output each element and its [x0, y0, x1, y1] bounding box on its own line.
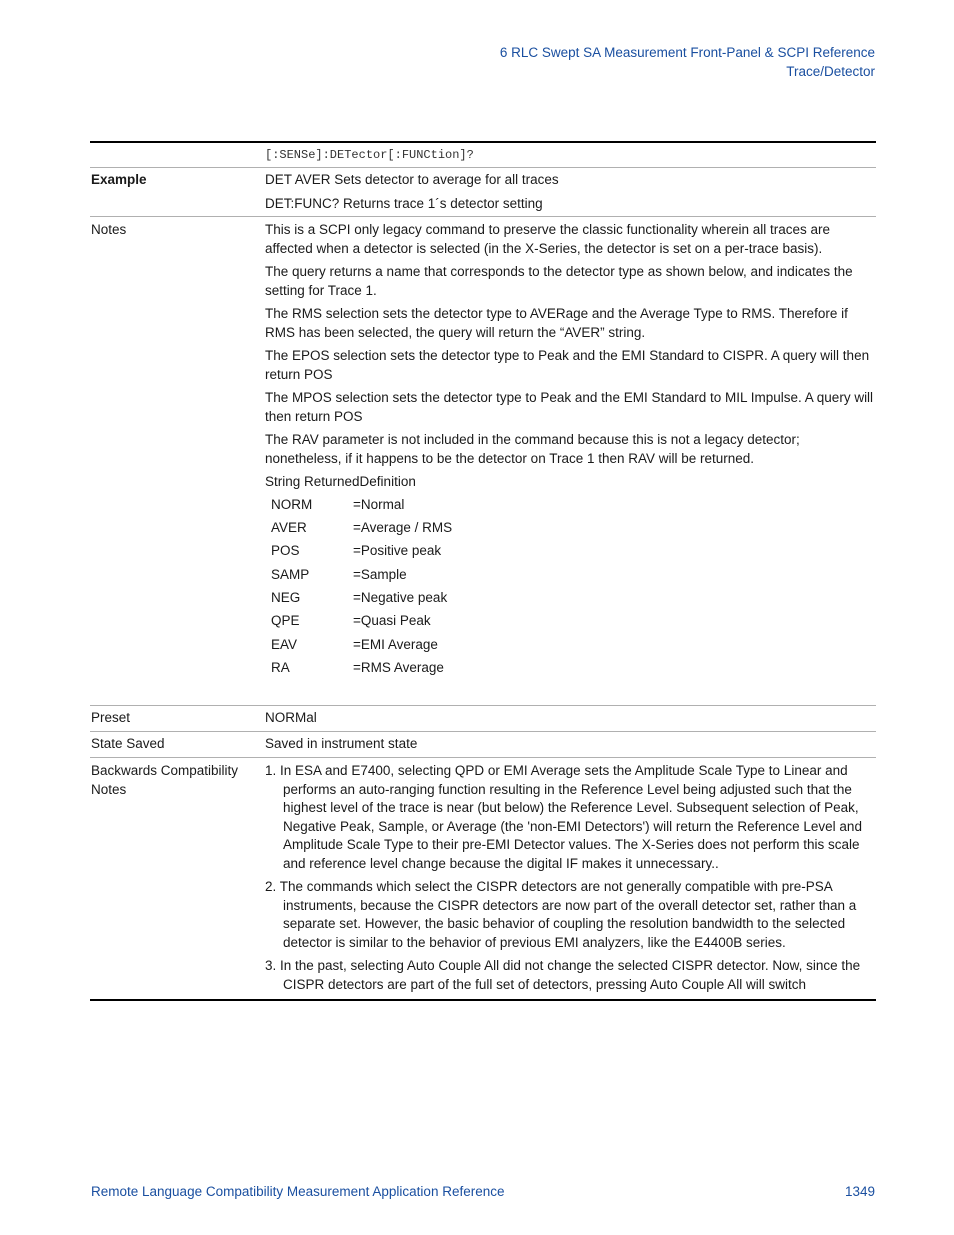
returned-table-heading: String ReturnedDefinition	[265, 474, 416, 489]
returned-string: SAMP	[271, 566, 310, 582]
notes-value	[265, 217, 876, 680]
example-row	[90, 168, 876, 217]
returned-string: POS	[271, 543, 300, 559]
running-header-section: Trace/Detector	[786, 64, 875, 79]
notes-paragraph: The RAV parameter is not included in the command because this is not a legacy detector; nonetheless, if it happens to be the detector on Trace 1 then RAV will be returned.	[265, 432, 800, 466]
returned-row	[265, 633, 876, 656]
running-header-chapter: 6 RLC Swept SA Measurement Front-Panel & SCPI Reference	[499, 45, 875, 60]
returned-definition: =Normal	[353, 496, 405, 512]
returned-row	[265, 586, 876, 609]
preset-label: Preset	[91, 710, 131, 725]
command-table	[90, 141, 876, 1001]
compatibility-note: 1. In ESA and E7400, selecting QPD or EMI Average sets the Amplitude Scale Type to Linear and performs an auto-ranging function resulting in the Reference Level being adjusted such that the highest level of the trace is near (but below) the Reference Level. Subsequent selection of Peak, Negative Peak, Sample, or Average (the 'non-EMI Detectors') will return the Reference Level and Amplitude Scale Type to their pre-EMI Detector values. The X-Series does not perform this scale and reference level change because the digital IF makes it unnecessary..	[265, 763, 862, 871]
returned-definition: =Positive peak	[353, 543, 442, 559]
compatibility-note: 2. The commands which select the CISPR detectors are not generally compatible with pre-PSA instruments, because the CISPR detectors are now part of the overall detector set, rather than a separate set. However, the basic behavior of coupling the resolution bandwidth to the selected detector is similar to the behavior of previous EMI analyzers, like the E4400B series.	[265, 879, 857, 950]
preset-value: NORMal	[265, 710, 317, 725]
returned-string: QPE	[271, 613, 300, 629]
query-syntax: [:SENSe]:DETector[:FUNCtion]?	[265, 148, 474, 162]
returned-row	[265, 563, 876, 586]
notes-paragraph: The query returns a name that corresponds to the detector type as shown below, and indicates the setting for Trace 1.	[265, 264, 853, 298]
returned-table	[265, 493, 876, 680]
returned-string: NEG	[271, 590, 301, 606]
backwards-compatibility-row	[90, 758, 876, 1001]
state-saved-row	[90, 732, 876, 758]
notes-paragraph: The EPOS selection sets the detector type to Peak and the EMI Standard to CISPR. A query will then return POS	[265, 348, 870, 382]
notes-row	[90, 217, 876, 706]
returned-definition: =Negative peak	[353, 590, 448, 606]
returned-row	[265, 516, 876, 539]
returned-definition: =Quasi Peak	[353, 613, 431, 629]
preset-row	[90, 706, 876, 732]
returned-string: EAV	[271, 636, 298, 652]
state-saved-label: State Saved	[91, 736, 165, 751]
returned-row	[265, 609, 876, 632]
returned-definition: =EMI Average	[353, 636, 438, 652]
example-line: DET AVER Sets detector to average for all traces	[265, 172, 559, 187]
example-line: DET:FUNC? Returns trace 1´s detector setting	[265, 195, 543, 211]
returned-string: NORM	[271, 496, 313, 512]
query-syntax-row	[90, 143, 876, 168]
example-value	[265, 168, 876, 213]
returned-string: AVER	[271, 519, 307, 535]
notes-label: Notes	[91, 222, 127, 237]
returned-definition: =RMS Average	[353, 660, 444, 676]
returned-row	[265, 539, 876, 562]
notes-paragraph: The MPOS selection sets the detector type to Peak and the EMI Standard to MIL Impulse. A query will then return POS	[265, 390, 874, 424]
notes-paragraph: This is a SCPI only legacy command to preserve the classic functionality wherein all traces are affected when a detector is selected (in the X-Series, the detector is set on a per-trace basis).	[265, 222, 830, 256]
returned-row	[265, 493, 876, 516]
compatibility-note: 3. In the past, selecting Auto Couple All did not change the selected CISPR detector. Now, since the CISPR detectors are part of the full set of detectors, pressing Auto Couple All will switch	[265, 958, 861, 992]
example-label: Example	[91, 172, 147, 187]
returned-definition: =Sample	[353, 566, 407, 582]
backwards-compatibility-value	[265, 758, 876, 994]
returned-definition: =Average / RMS	[353, 519, 453, 535]
footer-title: Remote Language Compatibility Measurement Application Reference	[91, 1184, 505, 1199]
state-saved-value: Saved in instrument state	[265, 736, 418, 751]
returned-row	[265, 656, 876, 679]
notes-paragraph: The RMS selection sets the detector type to AVERage and the Average Type to RMS. Therefore if RMS has been selected, the query will return the “AVER” string.	[265, 306, 848, 340]
backwards-compatibility-label: Backwards Compatibility Notes	[91, 763, 239, 797]
page-number: 1349	[844, 1184, 875, 1199]
returned-string: RA	[271, 660, 290, 676]
